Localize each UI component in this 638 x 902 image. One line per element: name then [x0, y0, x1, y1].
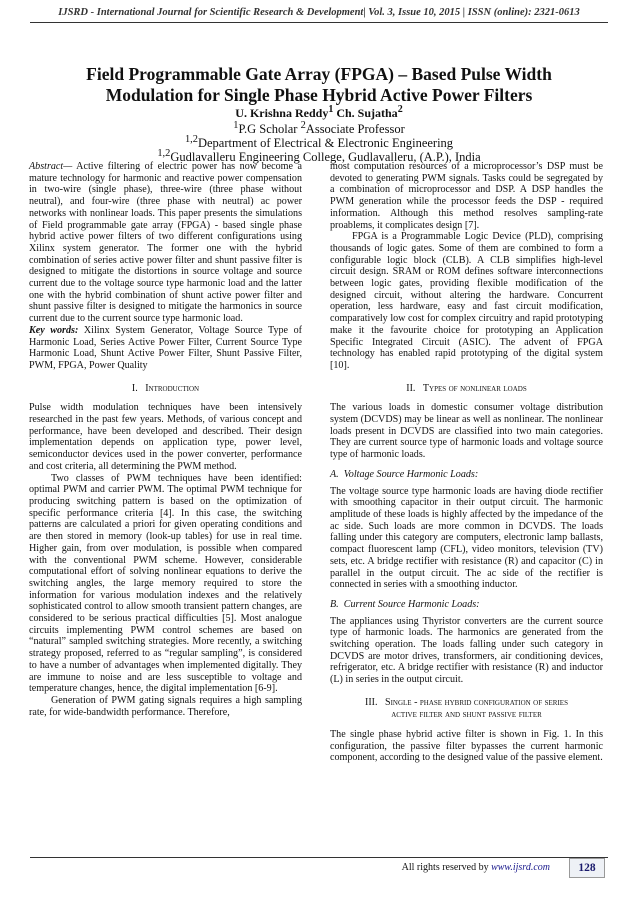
keywords-text: Xilinx System Generator, Voltage Source Type of Harmonic Load, Series Active Power Filter, Current Source Type Harmonic Load, Shunt Active Power Filter, Shunt Passive Filter, PWM, FPGA, Power Quality: [29, 324, 302, 371]
intro-paragraph-1: Pulse width modulation techniques have been intensively researched in the past few years. Methods, of various concept and performance, have been developed and described. Their design implementation depends on application type, power level, semiconductor devices used in the power converter, performance and cost criteria, all determining the PWM method.: [29, 402, 302, 472]
section-2-heading: [330, 383, 603, 395]
authors: [40, 104, 598, 121]
right-paragraph-2: FPGA is a Programmable Logic Device (PLD), comprising thousands of logic gates. Some of them are combined to form a configurable logic block (CLB). A CLB simplifies high-level circuit design. SRAM or ROM defines software interconnections between logic gates, providing flexible modification of the designed circuit, without altering the hardware. Concurrent operation, less hardware, easy and fast circuit modification, comparatively low cost for complex circuitry and rapid prototyping make it the favourite choice for prototyping an Application Specific Integrated Circuit (ASIC). The advent of FPGA technology has enabled rapid prototyping of the digital system [10].: [330, 231, 603, 371]
aff-dept-sup: 1,2: [184, 134, 198, 145]
intro-paragraph-2: Two classes of PWM techniques have been identified: optimal PWM and carrier PWM. The optimal PWM technique for producing switching pattern is based on the optimization of specific performance criteria [4]. In this case, the switching patterns are calculated a priori for given operating conditions and are then stored in memory (look-up tables) for use in real time. Higher gain, from over modulation, is possible when compared with the conventional PWM scheme. However, considerable computational effort of solving nonlinear equations to derive the switching angles, the large memory required to store the information for various modulation indexes and the relatively sophisticated control to allow smooth transient pattern changes, are considered to be serious practical difficulties [5]. Most analogue circuits implementing PWM control schemes are based on “natural” sampled switching strategies. More recently, a switching strategy proposed, referred to as “regular sampling”, is considered to have a number of advantages when implemented digitally. They are immune to noise and are less susceptible to voltage and temperature changes, hence, the digital implementation [6-9].: [29, 472, 302, 695]
abstract: [29, 161, 302, 325]
footer-text: All rights reserved by: [401, 862, 492, 873]
subsection-b-paragraph: The appliances using Thyristor converters are the current source type of harmonic loads. The harmonics are generated from the switching operation. The loads falling under such category in DCVDS are motor drives, transformers, air conditioning devices, refrigerator, etc. A bridge rectifier with resistance (R) and inductor (L) in series in the output circuit.: [330, 615, 603, 686]
aff-role-2: Associate Professor: [305, 122, 405, 137]
page-number: 128: [569, 858, 605, 878]
subsection-a-paragraph: The voltage source type harmonic loads are having diode rectifier with smoothing capacitor in their output circuit. The harmonic amplitude of these loads is highly affected by the impedance of the ac side. Such loads are more common in DCVDS. The loads falling under this category are computers, electronic lamp ballasts, compact fluorescent lamp (CFL), video monitors, television (TV) sets, etc. A bridge rectifier with resistance (R) and capacitor (C) in parallel in the output circuit. The ac side of the rectifier is connected in series with a smoothing inductor.: [330, 485, 603, 591]
section-3-paragraph: The single phase hybrid active filter is shown in Fig. 1. In this configuration, the passive filter bypasses the current harmonic component, according to the designed value of the passive element.: [330, 728, 603, 764]
section-1-number: I.: [131, 382, 138, 394]
author-1-sup: 1: [328, 104, 334, 115]
journal-header: IJSRD - International Journal for Scientific Research & Development| Vol. 3, Issue 10, 2015 | ISSN (online): 2321-0613: [58, 7, 580, 18]
right-column: [330, 161, 603, 764]
subsection-b-heading: B. Current Source Harmonic Loads:: [330, 598, 480, 610]
author-2-sup: 2: [397, 104, 403, 115]
title-line-1: Field Programmable Gate Array (FPGA) – Based Pulse Width: [86, 64, 552, 84]
section-2-number: II.: [406, 382, 416, 394]
aff-dept-text: Department of Electrical & Electronic Engineering: [197, 136, 454, 151]
left-column: [29, 161, 302, 718]
author-1: U. Krishna Reddy: [235, 106, 329, 120]
keywords-label: Key words:: [29, 324, 79, 336]
author-2: Ch. Sujatha: [333, 106, 398, 120]
abstract-label: Abstract—: [29, 161, 73, 172]
aff-inst-sup: 1,2: [157, 148, 171, 159]
section-3-number: III.: [365, 696, 378, 708]
aff-inst-text: Gudlavalleru Engineering College, Gudlavalleru, (A.P.), India: [170, 150, 481, 165]
section-3-title-1: Single - phase hybrid configuration of series: [385, 696, 568, 708]
section-1-heading: [29, 383, 302, 395]
header-rule: [30, 22, 608, 23]
abstract-text: Active filtering of electric power has now become a mature technology for harmonic and reactive power compensation in two-wire (single phase), three-wire (three phase without neutral), and four-wire (three phase with neutral) ac power networks with nonlinear loads. This paper presents the simulations of Field programmable gate array (FPGA) - based single phase hybrid active power filters of two different configurations using Xilinx system generator. The former one with the hybrid combination of series active power filter and shunt passive filter is designed to mitigate the distortions in source voltage and source current due to the voltage source type harmonic load and the latter one with the hybrid combination of shunt active power filter and shunt passive filter is designed to mitigate the harmonics in source current due to the current source type harmonic load.: [29, 161, 302, 325]
section-1-title: Introduction: [145, 382, 200, 394]
aff-role-sup-1: 1: [233, 120, 239, 131]
section-3-heading: [330, 697, 603, 721]
section-3-title-2: active filter and shunt passive filter: [391, 708, 542, 720]
right-paragraph-1: most computation resources of a microprocessor’s DSP must be devoted to generating PWM signals. Tasks could be segregated by a combination of microprocessor and DSP. A DSP handles the PWM generation while the processor feeds the DSP - required information. Although this method resolves sampling-rate proablems, it complicates design [7].: [330, 161, 603, 231]
subsection-a-heading: A. Voltage Source Harmonic Loads:: [330, 468, 479, 480]
aff-role-1: P.G Scholar: [238, 122, 301, 137]
intro-paragraph-3: Generation of PWM gating signals requires a high sampling rate, for wide-bandwidth performance. Therefore,: [29, 694, 302, 718]
aff-role-sup-2: 2: [300, 120, 306, 131]
section-2-paragraph: The various loads in domestic consumer voltage distribution system (DCVDS) may be linear as well as nonlinear. The nonlinear loads present in DCVDS are classified into two main categories. They are current source type of harmonic loads and voltage source type of harmonic loads.: [330, 402, 603, 461]
footer-site-link[interactable]: www.ijsrd.com: [491, 862, 550, 873]
keywords: [29, 325, 302, 372]
title-line-2: Modulation for Single Phase Hybrid Active Power Filters: [105, 85, 533, 105]
paper-title: [40, 64, 598, 106]
section-2-title: Types of nonlinear loads: [422, 382, 527, 394]
footer-rule: [30, 857, 608, 858]
footer-copyright: [402, 862, 550, 873]
